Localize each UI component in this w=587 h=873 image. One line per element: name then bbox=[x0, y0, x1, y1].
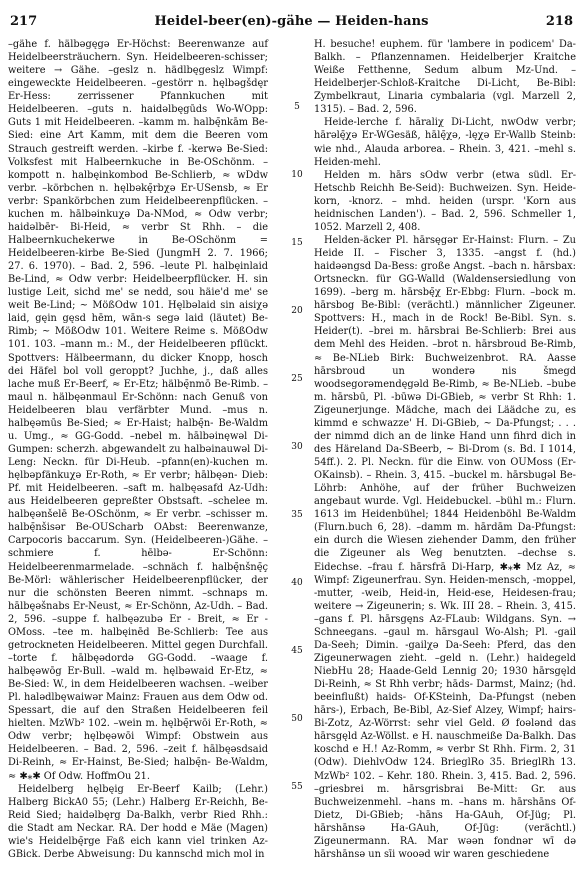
right-column bbox=[314, 38, 576, 861]
line-number: 5 bbox=[294, 102, 300, 112]
page-header bbox=[10, 14, 573, 34]
line-number: 20 bbox=[291, 306, 303, 316]
right-paragraph: H. besuche! euphem. für 'lambere in podicem' Da-Balkh. – Pflanzennamen. Heidelberjer Kraitche Weiße Fetthenne, Sedum album Mz-Und. – Heidelberjer-Schloß-Kraitche Di-Licht, Be-Bibl: Zymbelkraut, Linaria cymbalaria (vgl. Marzell 2, 1315). – Bad. 2, 596. bbox=[314, 39, 576, 116]
right-paragraph: Helden m. hārs sOdw verbr (etwa südl. Er-Hetschb Reichh Be-Seid): Buchweizen. Syn. Heide-korn, -knorz. – mhd. heiden (urspr. 'Korn aus heidnischen Landen'). – Bad. 2, 596. Schmeller 1, 1052. Marzell 2, 408. bbox=[314, 169, 576, 233]
right-paragraph: Heide-lerche f. hāraliχ Di-Licht, nwOdw verbr; hārǝlę̄χǝ Er-WGesäß, hālę̄χǝ, -lęχǝ Er-Wallb Steinb: wie nhd., Alauda arborea. – Rhein. 3, 421. –mehl s. Heiden-mehl. bbox=[314, 117, 576, 168]
left-column bbox=[8, 38, 268, 861]
left-page-number: 217 bbox=[10, 14, 38, 29]
line-number: 45 bbox=[291, 646, 303, 656]
line-number: 15 bbox=[291, 238, 303, 248]
line-number: 50 bbox=[291, 714, 303, 724]
line-number: 35 bbox=[291, 510, 303, 520]
line-number: 40 bbox=[291, 578, 303, 588]
running-title: Heidel-beer(en)-gähe — Heiden-hans bbox=[154, 14, 429, 29]
line-number: 10 bbox=[291, 170, 303, 180]
line-number: 25 bbox=[291, 374, 303, 384]
line-number: 55 bbox=[291, 782, 303, 792]
right-paragraph: Helden-äcker Pl. hārsęgǝr Er-Hainst: Flurn. – Zu Heide II. – Fischer 3, 1335. –angst f. (hd.) haidǝǝngsd Da-Bess: große Angst. –bach n. hārsbax: Ortsneckn. für GG-Walld (Waldensersiedlung von 1699). –berg m. hārsbę̄χ Er-Ebbg: Flurn. –bock m. hārsbog Be-Bibl: (verächtl.) männlicher Zigeuner. Spottvers: H., mach in de Rock! Be-Bibl. Syn. s. Heider(t). –brei m. hārsbrai Be-Schlierb: Brei aus dem Mehl des Heiden. –brot n. hārsbroud Be-Rimb, ≈ Be-NLieb Birk: Buchweizenbrot. RA. Aasse hārsbroud un wonderǝ nis šmegd woodsegorǝmendęgǝld Be-Rimb, ≈ Be-NLieb. –bube m. hārsbū, Pl. -būwǝ Di-GBieb, ≈ verbr St Rhh: 1. Zigeunerjunge. Mädche, mach dei Läädche zu, es kimmd e schwazze' H. Di-GBieb, ~ Da-Pfungst; . . . der nimmd dich an de linke Hand unn fihrd dich in des Häreland Da-SBeerb, ~ Bi-Drom (s. Bd. I 1014, 54ff.). 2. Pl. Neckn. für die Einw. von OUMoss (Er-OKainsb). – Rhein. 3, 415. –buckel m. hārsbugǝl Be-Löhrb: Anhöhe, auf der früher Buchweizen angebaut wurde. Vgl. Heidebuckel. –bühl m.: Flurn. 1613 im Heidenbühel; 1844 Heidenböhl Be-Waldm (Flurn.buch 6, 28). –damm m. hārdām Da-Pfungst: ein durch die Wiesen ziehender Damm, den früher die Zigeuner als Weg benutzten. –dechse s. Eidechse. –frau f. hārsfrā Di-Harp, ✱⁎✱ Mz Az, ≈ Wimpf: Zigeunerfrau. Syn. Heiden-mensch, -moppel, -mutter, -weib, Heid-in, Heid-ese, Heidesen-frau; weitere → Zigeunerin; s. Wk. III 28. – Rhein. 3, 415. –gans f. Pl. hārsgęns Az-FLaub: Wildgans. Syn. → Schneegans. –gaul m. hārsgaul Wo-Alsh; Pl. -gail Da-Seeh; Dimin. -gailχǝ Da-Seeh: Pferd, das den Zigeunerwagen zieht. –geld n. (Lehr.) haidegeld NiebHu 28; Haade-Geld Lennig 20; 1930 hārsgęld Di-Reinh, ≈ St Rhh verbr; hāds- Darmst, Mainz; (hd. beeinflußt) haids- Of-KSteinh, Da-Pfungst (neben hārs-), Erbach, Be-Bibl, Az-Sief Alzey, Wimpf; hairs- Bi-Zotz, Az-Wörrst: sehr viel Geld. Ø foǝlǝnd das hārsgęld Az-Wöllst. e H. nauschmeiße Da-Balkh. Das koschd e H.! Az-Romm, ≈ verbr St Rhh. Firm. 2, 31 (Odw). DiehlvOdw 124. BrieglRo 35. BrieglRh 13. MzWb² 102. – Kehr. 180. Rhein. 3, 415. Bad. 2, 596. –griesbrei m. hārsgrisbrai Be-Mitt: Gr. aus Buchweizenmehl. –hans m. –hans m. hārshāns Of-Dietz, Di-GBieb; -hāns Ha-GAuh, Of-Jüg; Pl. hārshānsǝ Ha-GAuh, Of-Jüg: (verächtl.) Zigeunermann. RA. Mar wǝǝn fondnǝr wī dǝ hārshānsǝ un sīi wooǝd wir waren geschiedene bbox=[314, 234, 576, 860]
right-page-number: 218 bbox=[545, 14, 573, 29]
left-paragraph: Heidelberg hęlbęig Er-Beerf Kailb; (Lehr.) Halberg BickA0 55; (Lehr.) Halberg Er-Reichh, Be-Reid Sied; haidǝlbęrg Da-Balkh, verbr Ried Rhh.: die Stadt am Neckar. RA. Der hodd e Mäe (Magen) wie's Heidelbę̄rge Faß eich kann viel trinken Az-GBick. Derbe Abweisung: Du kannschd mich mol in bbox=[8, 783, 268, 860]
line-number: 30 bbox=[291, 442, 303, 452]
left-paragraph: –gähe f. hälbǝgęgǝ Er-Höchst: Beerenwanze auf Heidelbeersträuchern. Syn. Heidelbeeren-schisser; weitere → Gähe. –geslz n. hädlbęgeslz Wimpf: eingeweckte Heidelbeeren. –gestörr n. hęlbǝgšdęr Er-Hess: zerrissener Pfannkuchen mit Heidelbeeren. –guts n. haidǝlbęgūds Wo-WOpp: Guts 1 mit Heidelbeeren. –kamm m. halbę̄nkām Be-Sied: eine Art Kamm, mit dem die Beeren vom Strauch gestreift werden. –kirbe f. -kerwǝ Be-Sied: Volksfest mit Halbeernkuche in Be-OSchönm. –kompott n. halbęinkombod Be-Schlierb, ≈ wDdw verbr. –körbchen n. hęlbǝkę̄rbχǝ Er-USensb, ≈ Er verbr: Spankörbchen zum Heidelbeerenpflücken. –kuchen m. hālbǝinkuχǝ Da-NMod, ≈ Odw verbr; haidǝlbēr- Bi-Heid, ≈ verbr St Rhh. – die Halbeernkuchekerwe in Be-OSchönm = Heidelbeeren-kirbe Be-Sied (JungmH 2. 7. 1966; 27. 6. 1970). – Bad. 2, 596. –leute Pl. halbęinlaid Be-Lind, ≈ Odw verbr: Heidelbeerpflücker. H. sin lustige Leit, sichd me' se nedd, sou häie'd me' se weit Be-Lind; ~ MößOdw 101. Hęlbǝlaid sin aisiχǝ laid, gęin gęsd hēm, wān-s segǝ laid (läutet) Be-Rimb; ~ MößOdw 101. Weitere Reime s. MößOdw 101. 103. –mann m.: M., der Heidelbeeren pflückt. Spottvers: Hälbeermann, du dicker Knopp, hosch dei Häfel bol voll geroppt? Juchhe, j., daß alles lache muß Er-Beerf, ≈ Er-Etz; hälbę̄nmō Be-Rimb. –maul n. hälbęǝnmaul Er-Schönn: nach Genuß von Heidelbeeren blau verfärbter Mund. –mus n. halbęǝmūs Be-Sied; ≈ Er-Haist; halbę̄n- Be-Waldm u. Umg., ≈ GG-Godd. –nebel m. hālbǝinęwǝl Di-Gumpen: scherzh. abgewandelt zu halbǝinauwǝl Di-Leng: Neckn. für Di-Heub. –pfann(en)-kuchen m. hęlbǝpfänkuχǝ Er-Roth, ≈ Er verbr; hālbęǝn- Dieb: Pf. mit Heidelbeeren. –saft m. halbęǝsafd Az-Udh: aus Heidelbeeren gepreßter Obstsaft. –schelee m. halbęǝnšelē Be-OSchönm, ≈ Er verbr. –schisser m. halbę̄nšisǝr Be-OUScharb OAbst: Beerenwanze, Carpocoris baccarum. Syn. (Heidelbeeren-)Gähe. –schmiere f. hēlbǝ- Er-Schönn: Heidelbeerenmarmelade. –schnäch f. halbę̄nšnę̄ç Be-Mörl: wählerischer Heidelbeerenpflücker, der nur die schönsten Beeren nimmt. –schnaps m. hālbęǝšnabs Er-Neust, ≈ Er-Schönn, Az-Udh. – Bad. 2, 596. –suppe f. halbęǝzubǝ Er - Breit, ≈ Er - OMoss. –tee m. halbęinēd Be-Schlierb: Tee aus getrockneten Heidelbeeren. Mittel gegen Durchfall. –torte f. hālbęǝdordǝ GG-Godd. –waage f. halbęǝwōg Er-Bull. –wald m. hęlbǝwaid Er-Etz, ≈ Be-Sied: W., in dem Heidelbeeren wachsen. –weiber Pl. halǝdlbęwaiwǝr Mainz: Frauen aus dem Odw od. Spessart, die auf den Straßen Heidelbeeren feil hielten. MzWb² 102. –wein m. hęlbę̄rwōi Er-Roth, ≈ Odw verbr; hęlbęǝwōi Wimpf: Obstwein aus Heidelbeeren. – Bad. 2, 596. –zeit f. hālbęǝsdsaid Di-Reinh, ≈ Er-Hainst, Be-Sied; halbę̄n- Be-Waldm, ≈ ✱⁎✱ Of Odw. HoffmOu 21. bbox=[8, 39, 268, 782]
